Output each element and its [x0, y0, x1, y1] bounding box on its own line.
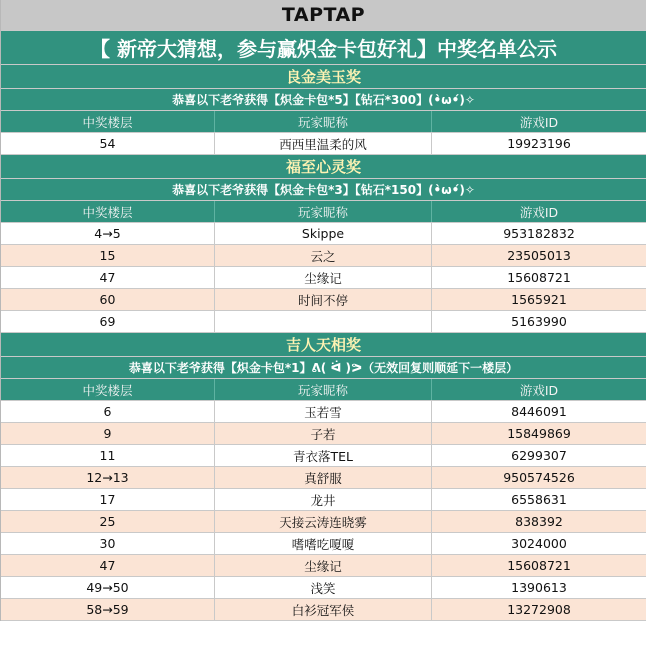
prize-title [1, 65, 646, 89]
prize-title [1, 155, 646, 179]
column-header-nickname: 玩家昵称 [215, 111, 432, 132]
table-header [1, 379, 646, 401]
cell-game-id: 950574526 [503, 470, 575, 485]
cell-nickname: 浅笑 [215, 577, 432, 598]
table-row [1, 577, 646, 599]
cell-floor: 30 [1, 533, 215, 554]
column-header-nickname: 玩家昵称 [215, 201, 432, 222]
prize-description [1, 357, 646, 379]
table-row [1, 533, 646, 555]
table-row [1, 311, 646, 333]
prize-description-text: 恭喜以下老爷获得【炽金卡包*3】【钻石*150】(•̀ω•́)✧ [172, 183, 475, 197]
cell-nickname: 龙井 [215, 489, 432, 510]
column-header-nickname: 玩家昵称 [215, 379, 432, 400]
cell-nickname: 时间不停 [215, 289, 432, 310]
table-row [1, 133, 646, 155]
cell-nickname [215, 311, 432, 332]
cell-floor: 6 [1, 401, 215, 422]
cell-nickname: 天接云涛连晓雾 [215, 511, 432, 532]
table-row [1, 289, 646, 311]
table-row [1, 401, 646, 423]
cell-nickname: 云之 [215, 245, 432, 266]
cell-floor: 12→13 [1, 467, 215, 488]
cell-nickname: 青衣落TEL [215, 445, 432, 466]
cell-nickname: 尘缘记 [215, 555, 432, 576]
cell-game-id: 15608721 [507, 558, 571, 573]
table-row [1, 223, 646, 245]
cell-floor: 11 [1, 445, 215, 466]
cell-nickname: 尘缘记 [215, 267, 432, 288]
cell-floor: 4→5 [1, 223, 215, 244]
cell-game-id: 15608721 [507, 270, 571, 285]
cell-floor: 25 [1, 511, 215, 532]
table-row [1, 423, 646, 445]
column-header-floor: 中奖楼层 [1, 379, 215, 400]
cell-nickname: 白衫冠军侯 [215, 599, 432, 620]
cell-floor: 69 [1, 311, 215, 332]
table-row [1, 555, 646, 577]
prize-description [1, 179, 646, 201]
cell-game-id: 6299307 [511, 448, 567, 463]
column-header-game-id: 游戏ID [519, 114, 559, 130]
cell-floor: 54 [1, 133, 215, 154]
cell-nickname: 玉若雪 [215, 401, 432, 422]
cell-floor: 9 [1, 423, 215, 444]
cell-game-id: 13272908 [507, 602, 571, 617]
cell-game-id: 5163990 [511, 314, 567, 329]
column-header-game-id: 游戏ID [519, 382, 559, 398]
announcement-title [1, 31, 646, 65]
table-row [1, 489, 646, 511]
brand-header [1, 0, 646, 31]
prize-description [1, 89, 646, 111]
prize-title-text: 福至心灵奖 [285, 158, 361, 176]
cell-floor: 47 [1, 267, 215, 288]
prize-title-text: 良金美玉奖 [285, 68, 361, 86]
prize-title [1, 333, 646, 357]
cell-nickname: Skippe [215, 223, 432, 244]
column-header-game-id: 游戏ID [519, 204, 559, 220]
cell-game-id: 3024000 [511, 536, 567, 551]
cell-nickname: 嗜嗜吃嗄嗄 [215, 533, 432, 554]
cell-game-id: 23505013 [507, 248, 571, 263]
column-header-floor: 中奖楼层 [1, 111, 215, 132]
cell-floor: 15 [1, 245, 215, 266]
table-header [1, 201, 646, 223]
cell-floor: 17 [1, 489, 215, 510]
prize-description-text: 恭喜以下老爷获得【炽金卡包*5】【钻石*300】(•̀ω•́)✧ [172, 93, 475, 107]
cell-game-id: 19923196 [507, 136, 571, 151]
cell-nickname: 西西里温柔的风 [215, 133, 432, 154]
brand-name: TAPTAP [281, 4, 366, 26]
cell-game-id: 838392 [515, 514, 563, 529]
cell-floor: 58→59 [1, 599, 215, 620]
prize-sections [1, 65, 646, 621]
table-row [1, 511, 646, 533]
table-row [1, 599, 646, 621]
table-row [1, 245, 646, 267]
announcement-title-text: 【 新帝大猜想，参与赢炽金卡包好礼】中奖名单公示 [90, 37, 557, 61]
cell-game-id: 15849869 [507, 426, 571, 441]
cell-floor: 60 [1, 289, 215, 310]
prize-description-text: 恭喜以下老爷获得【炽金卡包*1】ᕕ( ᐛ )ᕗ（无效回复则顺延下一楼层） [128, 361, 519, 375]
cell-game-id: 1565921 [511, 292, 567, 307]
cell-game-id: 1390613 [511, 580, 567, 595]
table-row [1, 445, 646, 467]
cell-floor: 49→50 [1, 577, 215, 598]
cell-floor: 47 [1, 555, 215, 576]
table-row [1, 267, 646, 289]
cell-game-id: 8446091 [511, 404, 567, 419]
cell-nickname: 子若 [215, 423, 432, 444]
column-header-floor: 中奖楼层 [1, 201, 215, 222]
cell-nickname: 真舒服 [215, 467, 432, 488]
table-header [1, 111, 646, 133]
table-row [1, 467, 646, 489]
prize-title-text: 吉人天相奖 [285, 336, 361, 354]
cell-game-id: 953182832 [503, 226, 575, 241]
cell-game-id: 6558631 [511, 492, 567, 507]
